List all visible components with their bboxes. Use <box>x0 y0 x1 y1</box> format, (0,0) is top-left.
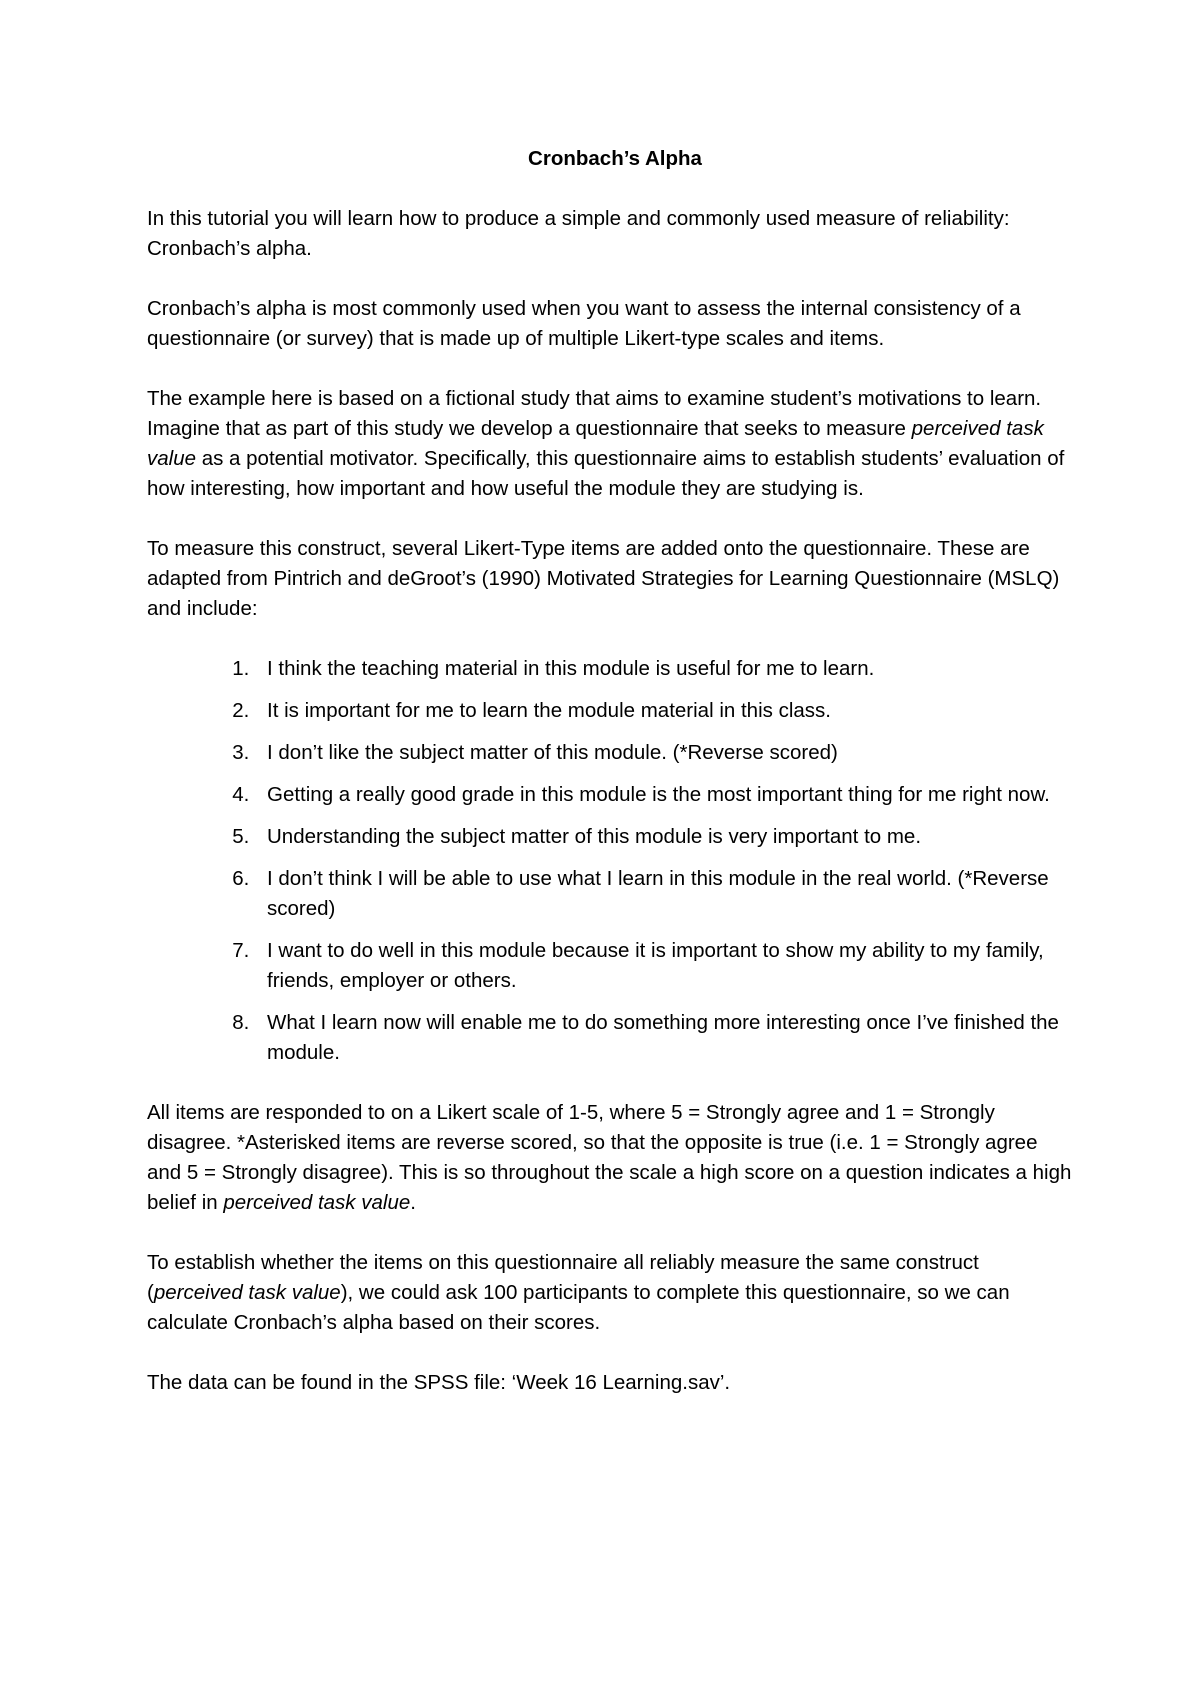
construct-paragraph: To measure this construct, several Likert-Type items are added onto the questionnaire. These are adapted from Pintrich and deGroot’s (1990) Motivated Strategies for Learning Questionnaire (MSLQ) and include: <box>147 537 1060 620</box>
example-text-part2: as a potential motivator. Specifically, this questionnaire aims to establish students’ evaluation of how interesting, how important and how useful the module they are studying is. <box>147 447 1065 500</box>
establish-emphasis: perceived task value <box>153 1281 341 1304</box>
example-paragraph <box>147 384 1077 504</box>
usage-paragraph: Cronbach’s alpha is most commonly used when you want to assess the internal consistency of a questionnaire (or survey) that is made up of multiple Likert-type scales and items. <box>147 297 1021 350</box>
document-page <box>147 144 1077 1428</box>
list-item: 8. What I learn now will enable me to do something more interesting once I’ve finished the module. <box>255 1008 1077 1068</box>
establish-paragraph <box>147 1248 1077 1338</box>
document-title: Cronbach’s Alpha <box>528 147 702 170</box>
list-item: 4. Getting a really good grade in this module is the most important thing for me right now. <box>255 780 1077 810</box>
establish-text-part1: To establish whether the items on this questionnaire all reliably measure the same construct ( <box>147 1251 979 1304</box>
establish-text-part2: ), we could ask 100 participants to complete this questionnaire, so we can calculate Cronbach’s alpha based on their scores. <box>147 1281 1010 1334</box>
list-item: 3. I don’t like the subject matter of this module. (*Reverse scored) <box>255 738 1077 768</box>
list-item: 6. I don’t think I will be able to use what I learn in this module in the real world. (*Reverse scored) <box>255 864 1077 924</box>
scale-paragraph <box>147 1098 1077 1218</box>
example-text-part1: The example here is based on a fictional study that aims to examine student’s motivations to learn. Imagine that as part of this study we develop a questionnaire that seeks to measure <box>147 387 1042 440</box>
scale-text-part1: All items are responded to on a Likert scale of 1-5, where 5 = Strongly agree and 1 = Strongly disagree. *Asterisked items are reverse scored, so that the opposite is true (i.e. 1 = Strongly agree and 5 = Strongly disagree). This is so throughout the scale a high score on a question indicates a high belief in <box>147 1101 1072 1214</box>
list-item: 7. I want to do well in this module because it is important to show my ability to my family, friends, employer or others. <box>255 936 1077 996</box>
scale-text-part2: . <box>410 1191 416 1214</box>
intro-paragraph: In this tutorial you will learn how to produce a simple and commonly used measure of reliability: Cronbach’s alpha. <box>147 207 1010 260</box>
list-item: 5. Understanding the subject matter of this module is very important to me. <box>255 822 1077 852</box>
items-list <box>147 654 1077 1068</box>
data-file-paragraph: The data can be found in the SPSS file: ‘Week 16 Learning.sav’. <box>147 1371 731 1394</box>
scale-emphasis: perceived task value <box>223 1191 411 1214</box>
list-item: 2. It is important for me to learn the module material in this class. <box>255 696 1077 726</box>
list-item: 1. I think the teaching material in this module is useful for me to learn. <box>255 654 1077 684</box>
example-emphasis: perceived task value <box>147 417 1044 470</box>
